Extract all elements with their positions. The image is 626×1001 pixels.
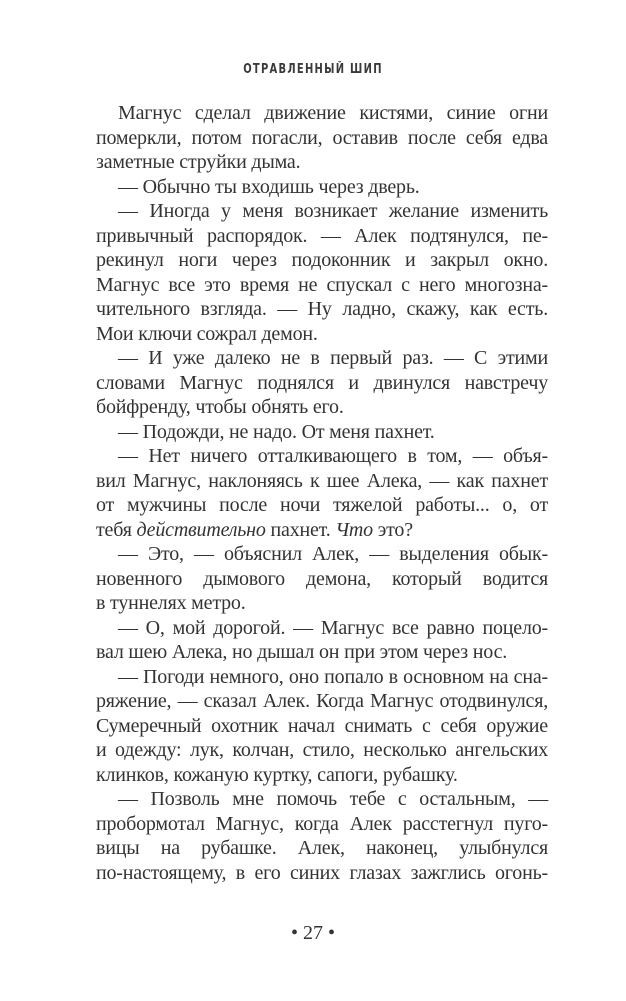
text-line [96,689,548,714]
text-line [96,567,548,592]
text-line [96,640,548,665]
text-span: новенного дымового демона, который водится [96,567,548,590]
text-line [96,395,548,420]
text-line [96,420,548,445]
text-line [96,861,548,886]
text-line [96,714,548,739]
text-line [96,273,548,298]
text-line [96,224,548,249]
text-line [96,444,548,469]
text-line [96,150,548,175]
text-line [96,101,548,126]
italic-text: Что [335,518,373,541]
text-span: вил Магнус, наклоняясь к шее Алека, — как пахнет [96,469,548,492]
text-span: — Позволь мне помочь тебе с остальным, — [118,788,548,810]
text-line [96,616,548,641]
page-body-text [96,101,548,885]
text-line [96,665,548,690]
text-line [96,738,548,763]
text-line [96,469,548,494]
text-span: по-настоящему, в его синих глазах зажглись огонь- [96,861,548,884]
text-line [96,836,548,861]
text-line [96,518,548,543]
running-header: ОТРАВЛЕННЫЙ ШИП [243,62,383,77]
text-span: померкли, потом погасли, оставив после себя едва [96,126,548,149]
text-span: от мужчины после ночи тяжелой работы... о, от [96,494,548,516]
page-number: • 27 • [290,922,335,944]
text-span: это? [372,518,413,541]
text-line [96,812,548,837]
text-span: — Обычно ты входишь через дверь. [118,175,420,198]
text-span: бойфренду, чтобы обнять его. [96,396,344,418]
text-line [96,371,548,396]
text-span: — О, мой дорогой. — Магнус все равно поцело- [118,616,548,639]
text-span: в туннелях метро. [96,592,246,614]
text-line [96,763,548,788]
text-span: — Подожди, не надо. От меня пахнет. [118,420,435,443]
text-line [96,493,548,518]
text-span: — Это, — объяснил Алек, — выделения обык- [118,543,548,565]
text-span: чительного взгляда. — Ну ладно, скажу, как есть. [96,298,548,320]
text-span: заметные струйки дыма. [96,151,301,173]
text-span: пробормотал Магнус, когда Алек расстегнул пуго- [96,812,548,835]
text-span: клинков, кожаную куртку, сапоги, рубашку. [96,763,458,786]
text-span: Магнус сделал движение кистями, синие огни [118,102,548,124]
text-line [96,787,548,812]
text-line [96,175,548,200]
text-span: — Нет ничего отталкивающего в том, — объя- [118,445,548,467]
text-span: рекинул ноги через подоконник и закрыл окно. [96,249,548,271]
text-line [96,248,548,273]
text-line [96,542,548,567]
text-span: словами Магнус поднялся и двинулся навстречу [96,371,548,394]
text-span: вицы на рубашке. Алек, наконец, улыбнулся [96,837,548,859]
text-span: пахнет. [265,518,336,541]
text-span: привычный распорядок. — Алек подтянулся, пе- [96,224,548,247]
text-line [96,126,548,151]
text-span: Сумеречный охотник начал снимать с себя оружие [96,714,548,737]
text-line [96,346,548,371]
text-span: — Погоди немного, оно попало в основном на сна- [118,665,548,688]
text-span: вал шею Алека, но дышал он при этом через нос. [96,641,508,663]
text-span: Магнус все это время не спускал с него многозна- [96,273,548,296]
text-span: ряжение, — сказал Алек. Когда Магнус отодвинулся, [96,690,548,712]
text-span: и одежду: лук, колчан, стило, несколько ангельских [96,739,548,761]
text-line [96,297,548,322]
italic-text: действительно [136,518,266,541]
text-span: тебя [96,518,137,541]
text-line [96,199,548,224]
text-line [96,591,548,616]
text-span: — Иногда у меня возникает желание изменить [118,200,548,222]
text-line [96,322,548,347]
text-span: — И уже далеко не в первый раз. — С этими [118,347,548,369]
text-span: Мои ключи сожрал демон. [96,322,318,345]
